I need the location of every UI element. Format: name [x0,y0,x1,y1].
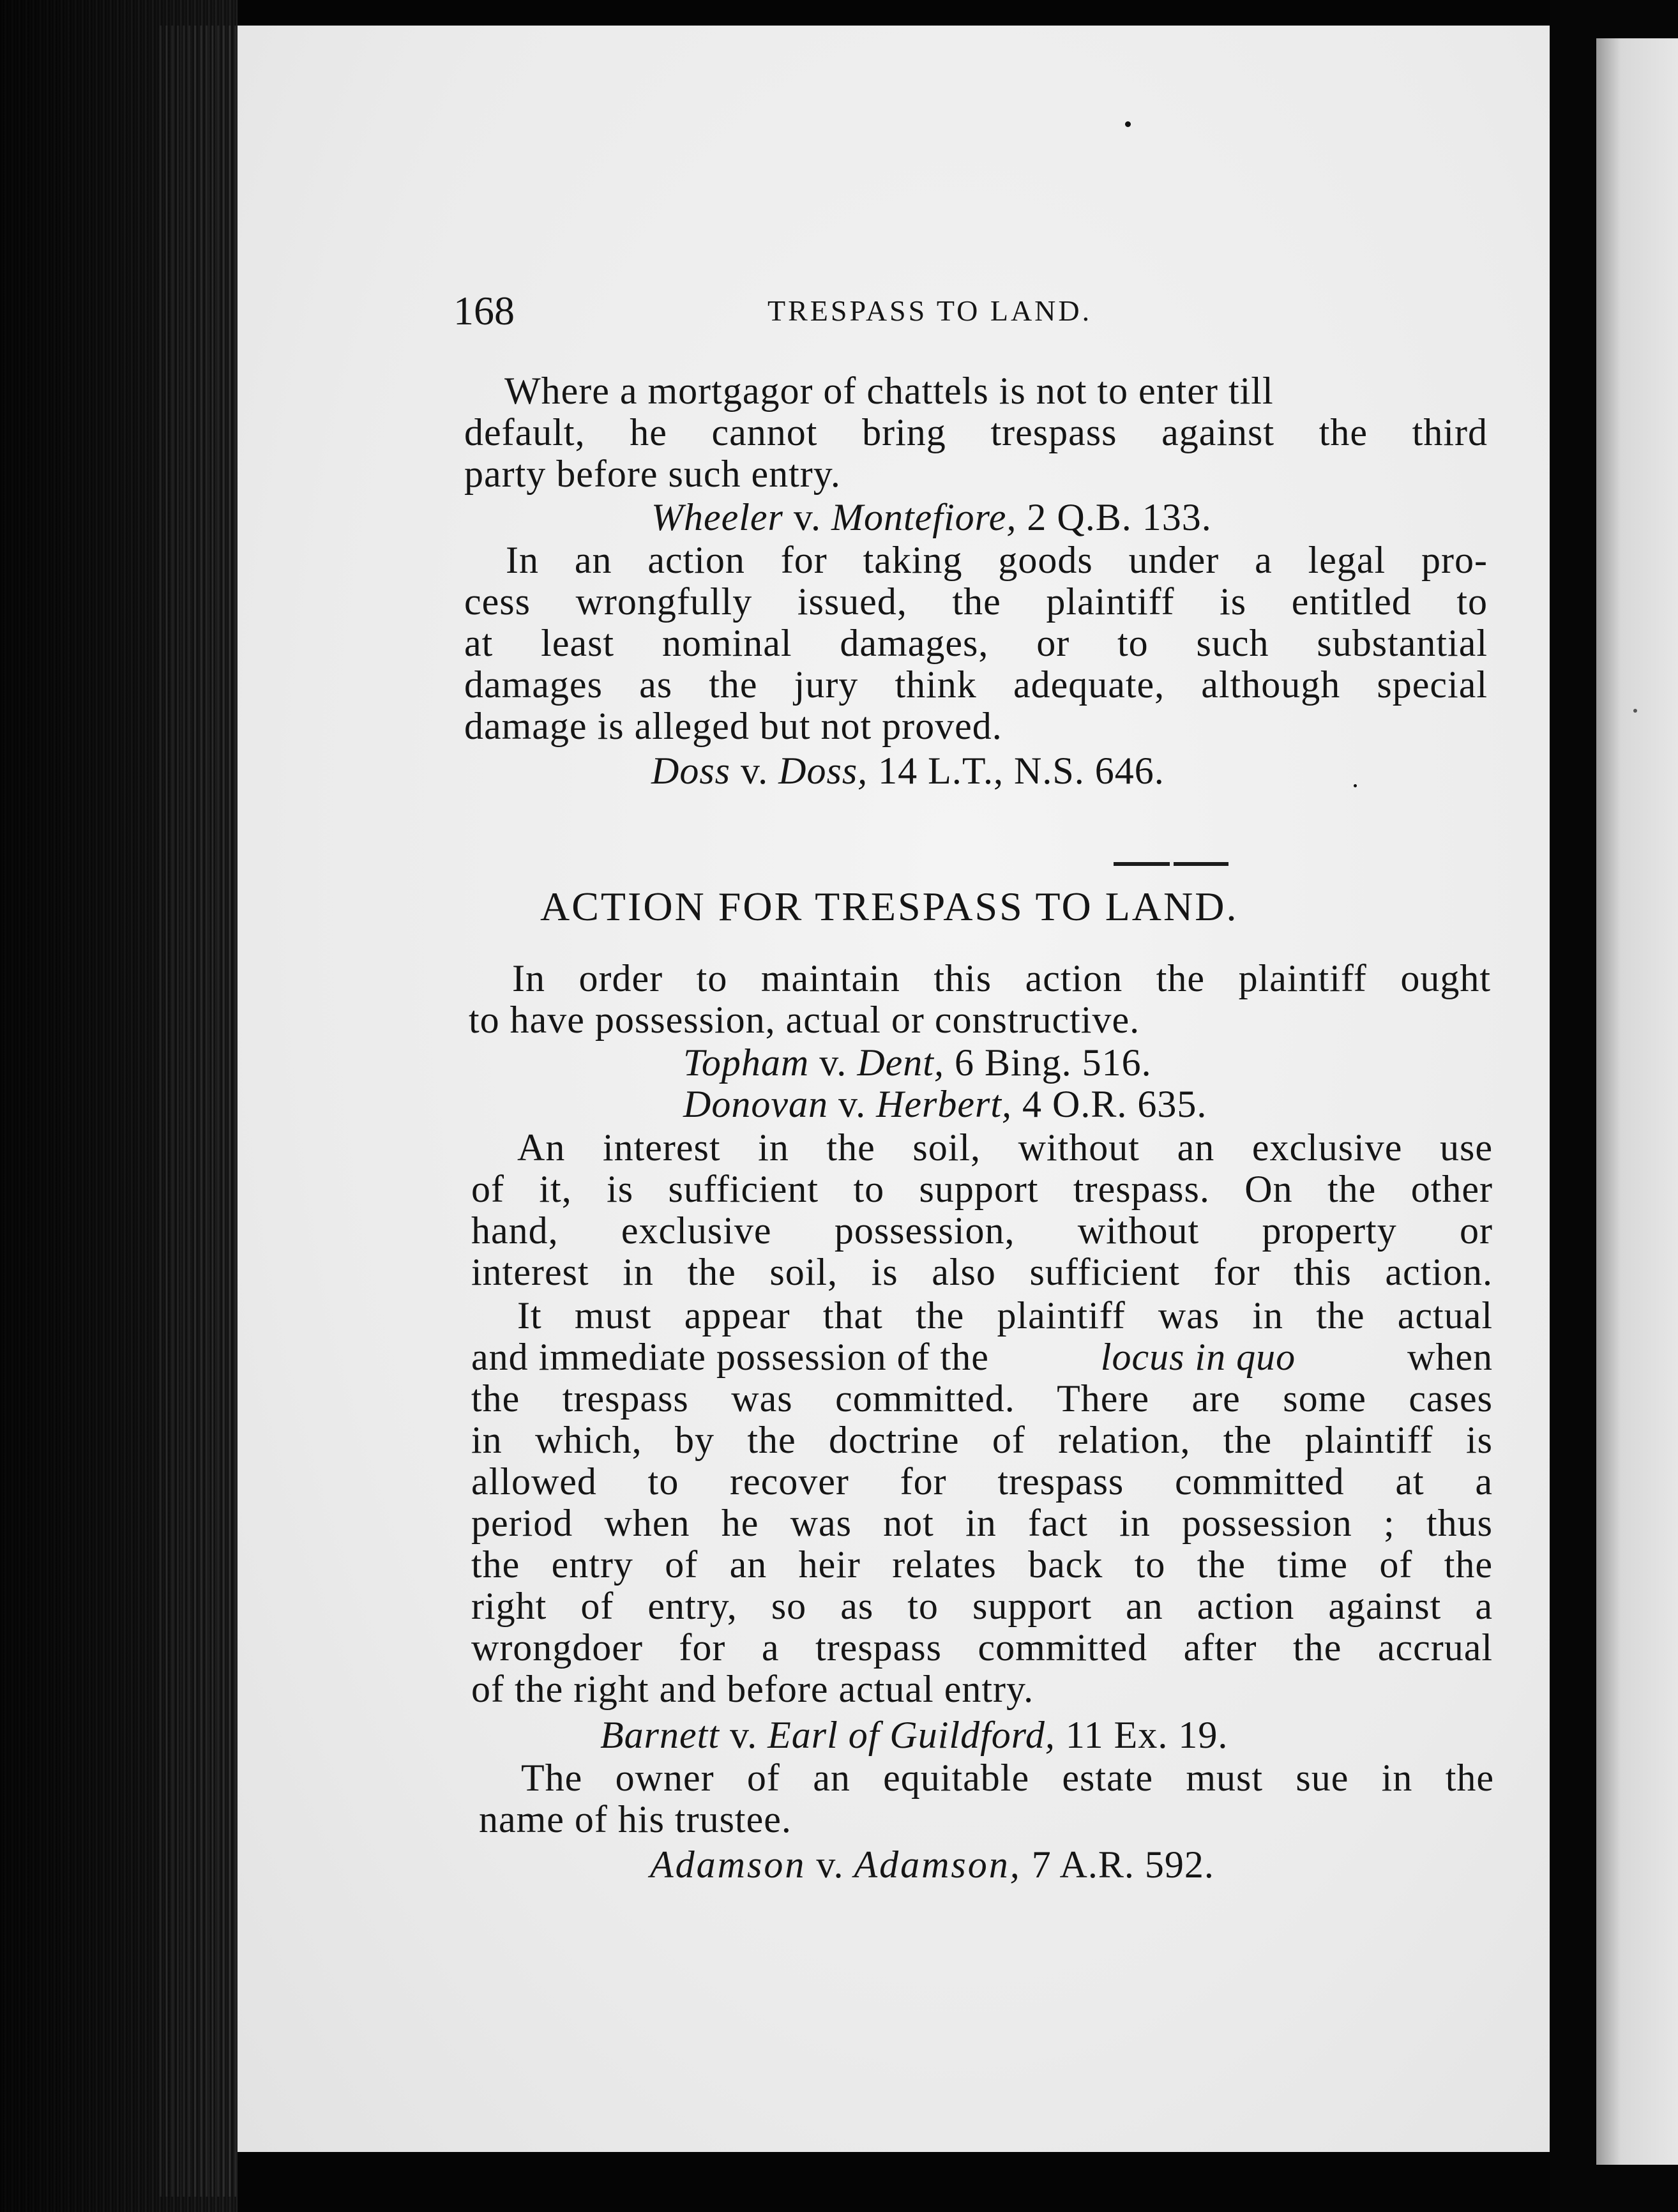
case-reference: 11 Ex. 19. [1065,1714,1228,1756]
latin-phrase: locus in quo [1100,1336,1296,1378]
scan-speck [1125,121,1131,127]
case-party: Adamson, [854,1844,1022,1886]
case-citation [651,497,1212,538]
text-line: to have possession, actual or constructive. [469,999,1140,1041]
text-line: wrongdoer for a trespass committed after the accrual [471,1626,1493,1669]
case-reference: 7 A.R. 592. [1031,1844,1214,1886]
text-line: In order to maintain this action the plaintiff ought [512,957,1491,999]
versus: v. [729,1714,758,1756]
text-line: damage is alleged but not proved. [464,705,1002,747]
text-line: right of entry, so as to support an action against a [471,1585,1493,1627]
case-citation [650,1844,1214,1885]
case-party: Wheeler [651,496,783,538]
text-line: of it, is sufficient to support trespass. On the other [471,1168,1493,1210]
opposite-page-sliver [1596,38,1678,2165]
case-citation [683,1084,1207,1125]
book-edge-shadow [0,0,238,2212]
case-reference: 14 L.T., N.S. 646. [878,750,1165,792]
text-line: name of his trustee. [479,1798,792,1840]
case-reference: 4 O.R. 635. [1022,1083,1207,1125]
text-line: in which, by the doctrine of relation, the plaintiff is [471,1419,1493,1461]
text-line: at least nominal damages, or to such substantial [464,622,1488,664]
page-number: 168 [453,288,515,333]
text-line: It must appear that the plaintiff was in the actual [517,1294,1493,1337]
text-line: allowed to recover for trespass committed at a [471,1460,1493,1503]
running-head [453,287,1539,338]
text-line [471,1337,1493,1377]
versus: v. [793,496,822,538]
case-reference: 2 Q.B. 133. [1027,496,1212,538]
case-party: Topham [683,1042,810,1084]
running-head-title: TRESPASS TO LAND. [767,294,1092,327]
text-line: party before such entry. [464,453,841,495]
case-party: Earl of Guildford, [767,1714,1055,1756]
scan-speck [1354,784,1357,787]
versus: v. [819,1042,847,1084]
case-party: Barnett [600,1714,720,1756]
case-party: Doss [651,750,731,792]
text-line: damages as the jury think adequate, although special [464,663,1488,706]
case-reference: 6 Bing. 516. [954,1042,1152,1084]
text-line: cess wrongfully issued, the plaintiff is entitled to [464,580,1488,623]
case-citation [600,1715,1228,1755]
case-party: Adamson [650,1844,806,1886]
case-citation [683,1042,1152,1083]
text-line: default, he cannot bring trespass against the third [464,411,1488,453]
scan-speck [1633,709,1637,713]
case-party: Dent, [857,1042,944,1084]
case-party: Herbert, [876,1083,1013,1125]
section-heading: ACTION FOR TRESPASS TO LAND. [540,884,1239,929]
text-line: the entry of an heir relates back to the time of the [471,1543,1493,1586]
text-line: In an action for taking goods under a legal pro- [506,539,1488,581]
case-citation [651,750,1165,791]
case-party: Doss, [778,750,868,792]
case-party: Montefiore, [831,496,1017,538]
text-fragment: when [1397,1336,1493,1378]
text-line: of the right and before actual entry. [471,1668,1034,1710]
text-line: hand, exclusive possession, without property or [471,1209,1493,1252]
text-line: interest in the soil, is also sufficient for this action. [471,1251,1493,1293]
text-line: the trespass was committed. There are some cases [471,1377,1493,1420]
versus: v. [816,1844,844,1886]
text-line: period when he was not in fact in possession ; thus [471,1502,1493,1544]
text-line: The owner of an equitable estate must sue in the [521,1757,1494,1799]
case-party: Donovan [683,1083,828,1125]
text-fragment: and immediate possession of the [471,1336,999,1378]
text-line: Where a mortgagor of chattels is not to enter till [504,370,1274,412]
section-divider-gap [1170,860,1174,867]
book-page [238,26,1550,2152]
versus: v. [741,750,769,792]
text-line: An interest in the soil, without an exclusive use [517,1126,1493,1169]
versus: v. [838,1083,866,1125]
